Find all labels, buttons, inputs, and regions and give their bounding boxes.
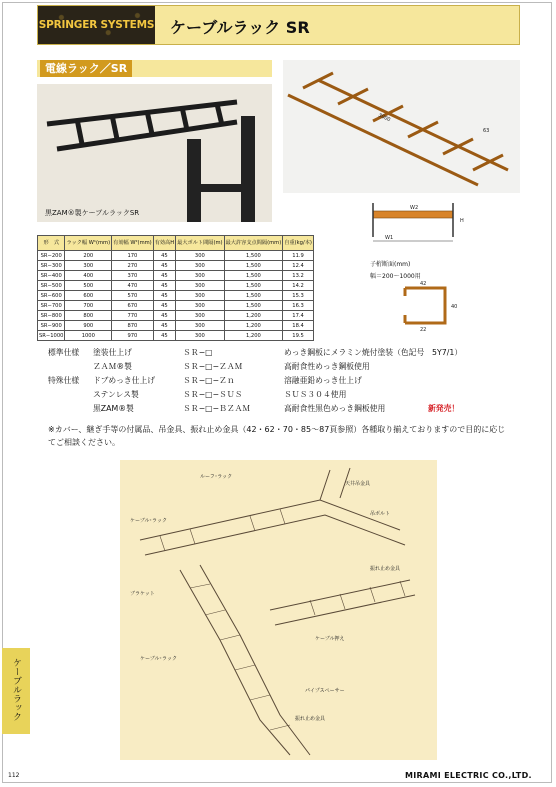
spc3-desc: 高耐食性黒色めっき鋼板使用 — [284, 404, 386, 413]
table-cell: 1,500 — [224, 271, 283, 281]
table-cell: 300 — [176, 301, 224, 311]
rack-system-illustration — [120, 460, 437, 760]
diagram-label: 天井吊金具 — [345, 481, 371, 487]
table-row — [38, 271, 314, 281]
table-cell: 45 — [153, 271, 175, 281]
col-header: 有効幅 W²(mm) — [112, 236, 154, 251]
table-cell: 670 — [112, 301, 154, 311]
accessory-note: ※カバー、継ぎ手等の付属品、吊金具、振れ止め金具（42・62・70・85〜87頁参照）各種取り揃えておりますので目的に応じてご相談ください。 — [48, 425, 506, 447]
table-cell: 15.3 — [283, 291, 314, 301]
table-cell: 300 — [176, 311, 224, 321]
table-header-row — [38, 236, 314, 251]
spc3-name: 黒ZAM®製 — [93, 404, 134, 413]
spec-table — [37, 235, 314, 341]
table-cell: 11.9 — [283, 251, 314, 261]
table-cell: 870 — [112, 321, 154, 331]
table-cell: 45 — [153, 301, 175, 311]
table-cell: 500 — [65, 281, 112, 291]
dim-length: 3000 — [377, 112, 392, 124]
table-cell: 1000 — [65, 331, 112, 341]
table-cell: 14.2 — [283, 281, 314, 291]
header-banner — [37, 5, 520, 45]
table-cell: 16.3 — [283, 301, 314, 311]
diagram-label: 振れ止め金具 — [370, 566, 401, 572]
page-title: ケーブルラック SR — [170, 18, 310, 37]
table-cell: 45 — [153, 261, 175, 271]
table-cell: 17.4 — [283, 311, 314, 321]
table-cell: 1,500 — [224, 261, 283, 271]
table-row — [38, 321, 314, 331]
table-cell: 300 — [65, 261, 112, 271]
table-cell: 45 — [153, 311, 175, 321]
table-cell: SR−800 — [38, 311, 65, 321]
orange-rack-drawing — [283, 60, 520, 193]
col-header: ラック幅 W¹(mm) — [65, 236, 112, 251]
dim-w2: W2 — [410, 205, 419, 211]
table-cell: 600 — [65, 291, 112, 301]
table-row — [38, 301, 314, 311]
dim-40: 40 — [451, 304, 458, 310]
col-header: 自重(kg/本) — [283, 236, 314, 251]
product-photo — [37, 84, 272, 222]
spc1-desc: 溶融亜鉛めっき仕上げ — [284, 376, 362, 385]
spc3-code: ＳＲ−□−ＢＺＡＭ — [183, 404, 251, 413]
table-cell: 470 — [112, 281, 154, 291]
table-cell: 13.2 — [283, 271, 314, 281]
diagram-label: パイプスペーサー — [305, 688, 345, 694]
table-cell: 700 — [65, 301, 112, 311]
spc2-desc: ＳＵＳ３０４使用 — [284, 390, 347, 399]
table-cell: 400 — [65, 271, 112, 281]
table-cell: 1,200 — [224, 311, 283, 321]
diagram-label: ケーブル･ラック — [140, 656, 177, 662]
col-header: 有効高H — [153, 236, 175, 251]
table-cell: 300 — [176, 281, 224, 291]
table-cell: 900 — [65, 321, 112, 331]
table-cell: 300 — [176, 291, 224, 301]
table-row — [38, 291, 314, 301]
diagram-label: 振れ止め金具 — [295, 716, 326, 722]
table-cell: 300 — [176, 261, 224, 271]
table-cell: SR−700 — [38, 301, 65, 311]
spc2-name: ステンレス製 — [93, 390, 139, 399]
channel-section-drawing — [395, 278, 470, 333]
table-cell: 1,200 — [224, 331, 283, 341]
table-cell: 300 — [176, 321, 224, 331]
cross-section-drawing — [365, 197, 475, 244]
table-row — [38, 281, 314, 291]
table-cell: 45 — [153, 331, 175, 341]
col-header: 形 式 — [38, 236, 65, 251]
diagram-label: ブラケット — [130, 591, 155, 597]
table-cell: 270 — [112, 261, 154, 271]
dim-w1: W1 — [385, 235, 394, 241]
dim-h: H — [460, 218, 464, 224]
spc1-code: ＳＲ−□−Ｚｎ — [183, 376, 235, 385]
black-rack-illustration — [37, 84, 272, 222]
table-row — [38, 251, 314, 261]
diagram-label: 吊ボルト — [370, 511, 391, 517]
table-cell: SR−1000 — [39, 332, 64, 339]
col-header: 最大ボルト間隔(m) — [176, 236, 224, 251]
std-label: 標準仕様 — [48, 348, 80, 357]
dim-63: 63 — [483, 128, 490, 134]
table-row — [38, 311, 314, 321]
table-cell: SR−900 — [38, 321, 65, 331]
table-cell: 970 — [112, 331, 154, 341]
table-cell: 300 — [176, 331, 224, 341]
company-name: MIRAMI ELECTRIC CO.,LTD. — [405, 771, 532, 780]
table-cell: 18.4 — [283, 321, 314, 331]
table-cell: 1,500 — [224, 291, 283, 301]
std2-name: ＺＡＭ®製 — [93, 362, 132, 371]
table-cell: 19.5 — [283, 331, 314, 341]
diagram-label: ケーブル押え — [315, 636, 345, 642]
side-tab-label: ケーブルラック — [11, 658, 21, 721]
table-cell: SR−600 — [38, 291, 65, 301]
diagram-label: ルーフ･ラック — [200, 474, 233, 480]
table-cell: 300 — [176, 271, 224, 281]
photo-caption: 黒ZAM®製ケーブルラックSR — [45, 209, 140, 217]
table-cell: 570 — [112, 291, 154, 301]
table-cell: 1,200 — [224, 321, 283, 331]
table-cell: 45 — [153, 291, 175, 301]
col-header: 最大許容支点間隔(mm) — [224, 236, 283, 251]
spc-label: 特殊仕様 — [48, 376, 80, 385]
table-cell: SR−300 — [38, 261, 65, 271]
table-cell: SR−500 — [38, 281, 65, 291]
table-cell: 200 — [65, 251, 112, 261]
table-cell: 45 — [153, 281, 175, 291]
std1-desc: めっき鋼板にメラミン焼付塗装（色記号 5Y7/1） — [284, 348, 463, 357]
diagram-label: ケーブル･ラック — [130, 518, 167, 524]
table-row — [38, 331, 314, 341]
spc2-code: ＳＲ−□−ＳＵＳ — [183, 390, 243, 399]
table-cell: 12.4 — [283, 261, 314, 271]
table-cell: 370 — [112, 271, 154, 281]
table-cell: 770 — [112, 311, 154, 321]
table-cell: 1,500 — [224, 251, 283, 261]
table-cell: 1,500 — [224, 281, 283, 291]
std2-desc: 高耐食性めっき鋼板使用 — [284, 362, 370, 371]
page-number: 112 — [8, 772, 20, 779]
section-bar — [37, 60, 272, 77]
table-cell: 300 — [176, 251, 224, 261]
table-cell: 1,500 — [224, 301, 283, 311]
width-range-label: 幅＝200〜1000用 — [370, 273, 421, 280]
brand-logo: SPRINGER SYSTEMS — [38, 6, 155, 44]
table-cell: 170 — [112, 251, 154, 261]
table-cell: 800 — [65, 311, 112, 321]
rack-perspective-illustration — [283, 60, 520, 193]
system-diagram — [120, 460, 437, 760]
dim-22: 22 — [420, 327, 427, 333]
table-cell: 45 — [153, 321, 175, 331]
table-cell: 45 — [153, 251, 175, 261]
dim-42: 42 — [420, 281, 427, 287]
side-tab — [2, 648, 30, 734]
std2-code: ＳＲ−□−ＺＡＭ — [183, 362, 243, 371]
std1-code: ＳＲ−□ — [183, 348, 213, 357]
table-row — [38, 261, 314, 271]
std1-name: 塗装仕上げ — [93, 348, 132, 357]
new-badge: 新発売！ — [428, 404, 460, 413]
table-cell: SR−200 — [38, 251, 65, 261]
section-unit-label: 子桁断面(mm) — [370, 261, 411, 268]
section-title: 電線ラック／SR — [40, 60, 132, 77]
table-cell: SR−400 — [38, 271, 65, 281]
spc1-name: ドブめっき仕上げ — [93, 376, 156, 385]
